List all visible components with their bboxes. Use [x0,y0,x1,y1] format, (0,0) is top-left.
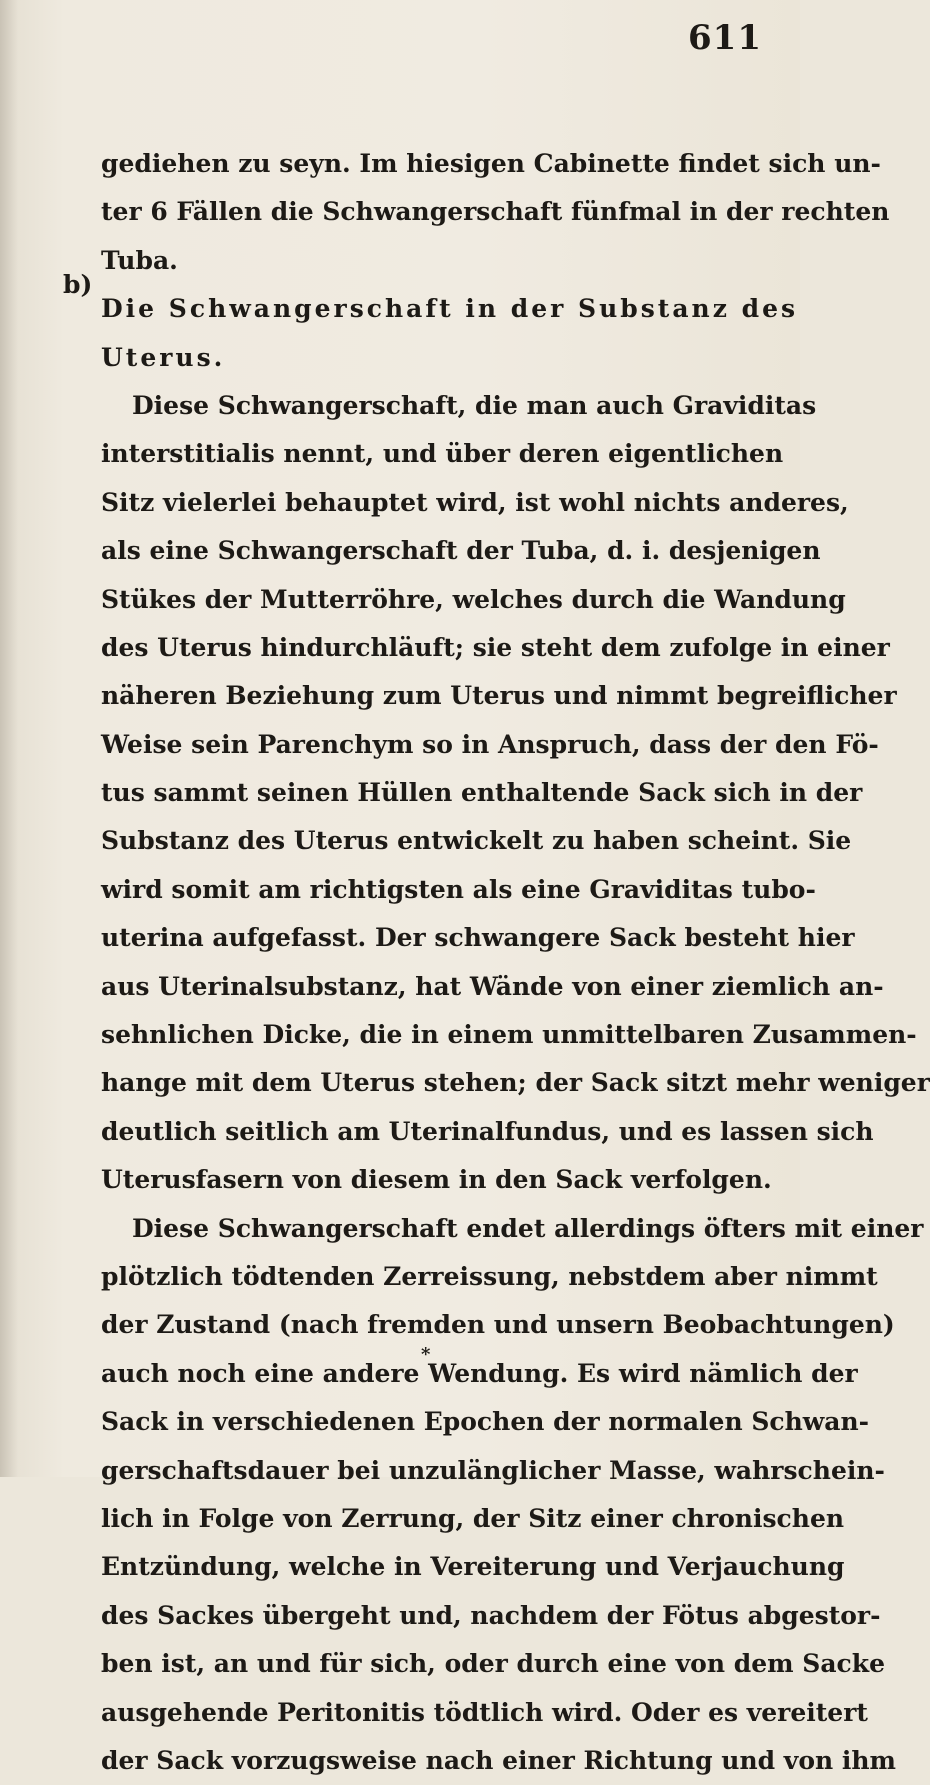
signature-mark: * [421,1344,431,1365]
paragraph [101,382,930,1205]
text-line: interstitialis nennt, und über deren eigentlichen [101,439,784,469]
text-line: deutlich seitlich am Uterinalfundus, und es lassen sich [101,1116,874,1146]
text-line: Weise sein Parenchym so in Anspruch, dass der den Fö- [101,729,879,759]
text-line: Sack in verschiedenen Epochen der normalen Schwan- [101,1407,870,1437]
text-line: gediehen zu seyn. Im hiesigen Cabinette findet sich un- [101,149,881,178]
text-line: tus sammt seinen Hüllen enthaltende Sack sich in der [101,778,863,808]
paragraph [101,1205,924,1785]
text-line: Entzündung, welche in Vereiterung und Verjauchung [101,1552,845,1582]
text-line: aus Uterinalsubstanz, hat Wände von einer ziemlich an- [101,971,884,1001]
text-line: näheren Beziehung zum Uterus und nimmt begreiflicher [101,681,897,711]
text-line: sehnlichen Dicke, die in einem unmittelbaren Zusammen- [101,1020,917,1050]
text-line: Sitz vielerlei behauptet wird, ist wohl nichts anderes, [101,487,849,517]
text-line: plötzlich tödtenden Zerreissung, nebstdem aber nimmt [101,1261,878,1291]
text-line: Uterusfasern von diesem in den Sack verfolgen. [101,1165,772,1195]
text-line: des Uterus hindurchläuft; sie steht dem zufolge in einer [101,632,890,662]
text-line: Diese Schwangerschaft, die man auch Graviditas [132,390,817,420]
paragraph [101,285,799,382]
text-line: ter 6 Fällen die Schwangerschaft fünfmal in der rechten [101,197,890,227]
text-line: des Sackes übergeht und, nachdem der Fötus abgestor- [101,1600,881,1630]
body-text [101,140,930,1785]
text-line: der Sack vorzugsweise nach einer Richtung und von ihm [101,1745,897,1775]
text-line: Diese Schwangerschaft endet allerdings öfters mit einer [132,1213,924,1243]
paragraph [101,140,890,285]
gutter-shadow [0,0,18,1477]
text-line: Stükes der Mutterröhre, welches durch die Wandung [101,584,846,614]
text-line: auch noch eine andere Wendung. Es wird nämlich der [101,1358,858,1388]
text-line: ausgehende Peritonitis tödtlich wird. Oder es vereitert [101,1697,868,1727]
text-line: uterina aufgefasst. Der schwangere Sack besteht hier [101,923,855,953]
text-line: hange mit dem Uterus stehen; der Sack sitzt mehr weniger [101,1068,930,1098]
text-line: als eine Schwangerschaft der Tuba, d. i. desjenigen [101,536,821,566]
section-mark: b) [63,270,93,299]
text-line: lich in Folge von Zerrung, der Sitz einer chronischen [101,1503,845,1533]
text-line: Substanz des Uterus entwickelt zu haben scheint. Sie [101,826,852,856]
text-line: gerschaftsdauer bei unzulänglicher Masse, wahrschein- [101,1455,885,1485]
text-line: wird somit am richtigsten als eine Graviditas tubo- [101,874,816,904]
text-line: Tuba. [101,245,178,275]
text-line: ben ist, an und für sich, oder durch eine von dem Sacke [101,1649,885,1679]
page-number: 611 [688,18,762,58]
text-line: Die Schwangerschaft in der Substanz des [101,294,799,324]
text-line: der Zustand (nach fremden und unsern Beobachtungen) [101,1310,895,1340]
text-line: Uterus. [101,342,226,372]
